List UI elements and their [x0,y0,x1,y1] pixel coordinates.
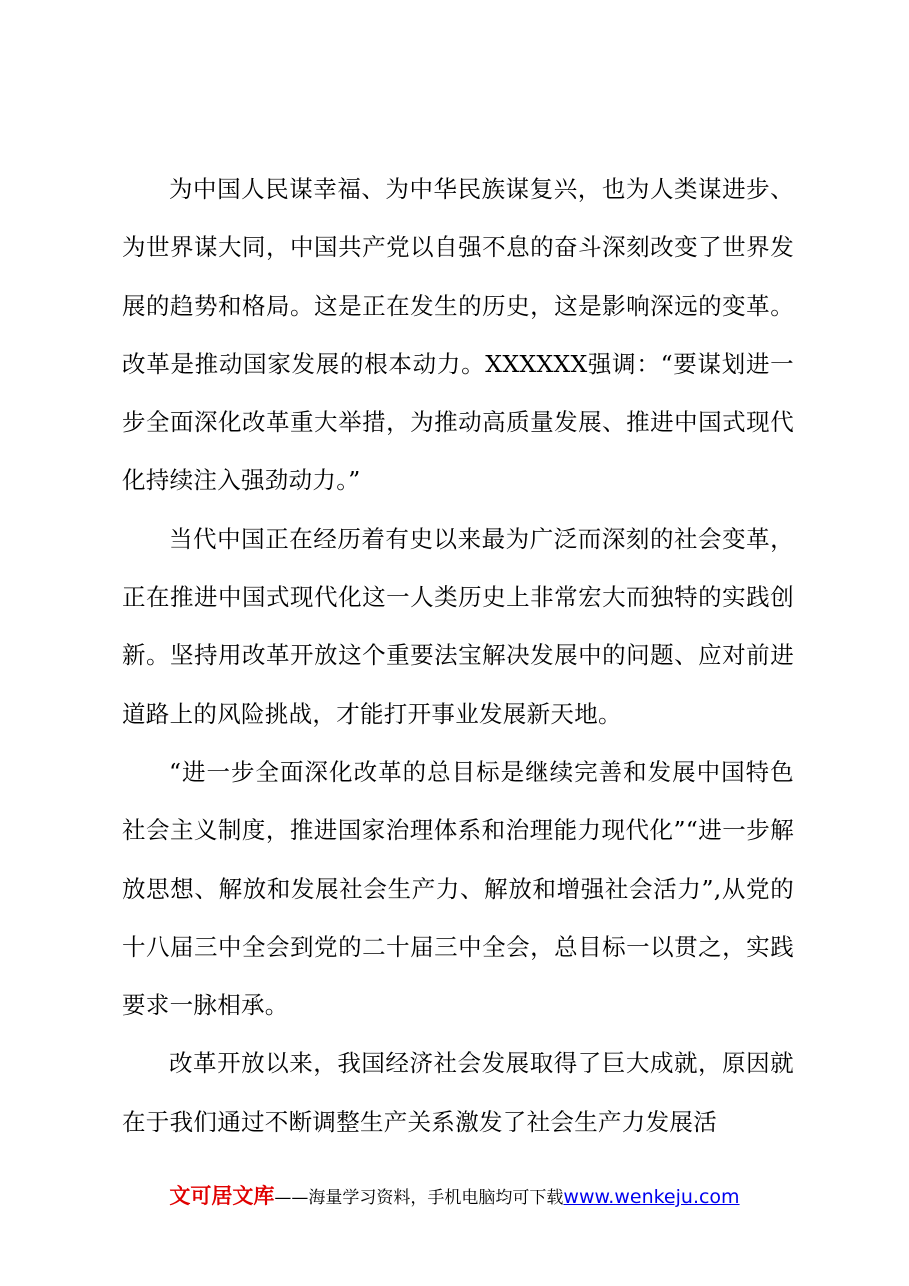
page-footer [0,1180,909,1210]
footer-tagline: ——海量学习资料，手机电脑均可下载 [274,1188,564,1208]
website-link[interactable]: www.wenkeju.com [563,1186,740,1208]
paragraph: 当代中国正在经历着有史以来最为广泛而深刻的社会变革，正在推进中国式现代化这一人类历史上非常宏大而独特的实践创新。坚持用改革开放这个重要法宝解决发展中的问题、应对前进道路上的风险挑战，才能打开事业发展新天地。 [122,524,794,728]
document-body [122,160,794,1151]
paragraph: 为中国人民谋幸福、为中华民族谋复兴，也为人类谋进步、为世界谋大同，中国共产党以自强不息的奋斗深刻改变了世界发展的趋势和格局。这是正在发生的历史，这是影响深远的变革。改革是推动国家发展的根本动力。XXXXXX强调：“要谋划进一步全面深化改革重大举措，为推动高质量发展、推进中国式现代化持续注入强劲动力。” [122,175,794,495]
paragraph: 改革开放以来，我国经济社会发展取得了巨大成就，原因就在于我们通过不断调整生产关系激发了社会生产力发展活 [122,1049,794,1136]
paragraph: “进一步全面深化改革的总目标是继续完善和发展中国特色社会主义制度，推进国家治理体系和治理能力现代化”“进一步解放思想、解放和发展社会生产力、解放和增强社会活力”,从党的十八届三中全会到党的二十届三中全会，总目标一以贯之，实践要求一脉相承。 [122,757,794,1020]
brand-name: 文可居文库 [169,1184,275,1208]
